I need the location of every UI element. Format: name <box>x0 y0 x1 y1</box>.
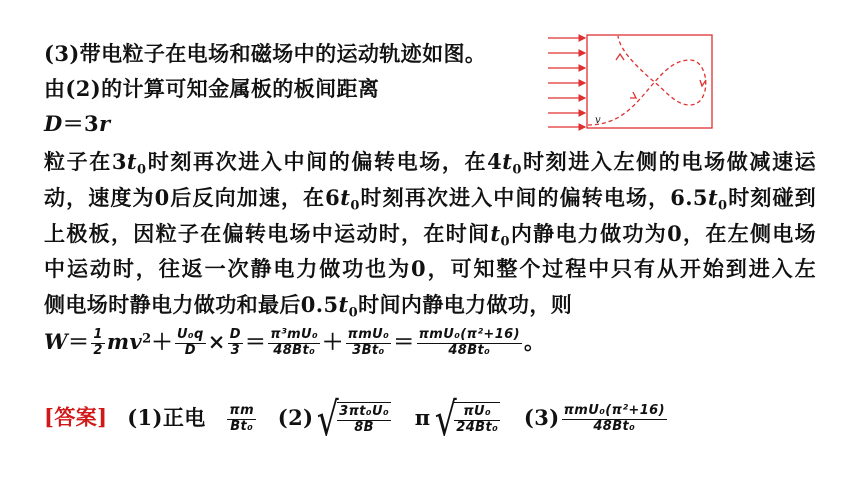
num: 1 <box>93 327 103 343</box>
sup-2: 2 <box>142 331 152 347</box>
seg: 粒子在3 <box>44 149 127 174</box>
num: 3πt₀U₀ <box>339 404 390 420</box>
answer-label: [答案] <box>44 404 108 430</box>
answer-3-sqrt <box>431 392 503 446</box>
answer-2: (2) <box>277 404 314 430</box>
den: 24Bt₀ <box>456 420 499 435</box>
num: U₀q <box>176 327 204 343</box>
seg: 动，速度为0后反向加速，在6 <box>44 185 341 210</box>
trajectory-diagram <box>540 30 745 135</box>
var-t: t <box>502 149 513 174</box>
text-line-4 <box>44 146 816 176</box>
seg: 内静电力做功为0，在左侧电场 <box>509 221 816 246</box>
times: × <box>207 329 226 354</box>
sub-0: 0 <box>137 162 147 178</box>
seg: 时刻进入左侧的电场做减速运 <box>521 149 816 174</box>
den: 3Bt₀ <box>352 343 385 358</box>
den: 8B <box>354 420 374 435</box>
radical-sign: √ <box>317 392 340 446</box>
text-line-6 <box>44 218 816 248</box>
text-line-1: (3)带电粒子在电场和磁场中的运动轨迹如图。 <box>44 41 487 66</box>
period: 。 <box>523 329 546 354</box>
seg: 时间内静电力做功，则 <box>358 292 573 317</box>
num: πU₀ <box>454 405 500 421</box>
answer-2-sqrt <box>313 392 393 446</box>
trajectory-path <box>588 36 706 125</box>
var-D: D <box>44 111 63 136</box>
num: π³mU₀ <box>270 327 319 343</box>
seg: 上极板，因粒子在偏转电场中运动时，在时间 <box>44 221 491 246</box>
field-region <box>587 35 712 128</box>
text-line-3 <box>44 108 111 138</box>
plus: ＋ <box>151 329 173 354</box>
text-line-8 <box>44 289 572 319</box>
answer-1: (1)正电 <box>127 404 206 430</box>
direction-arrow <box>700 80 706 86</box>
work-formula <box>44 326 545 359</box>
equals: ＝ <box>393 329 415 354</box>
answer-2-fraction <box>337 402 391 436</box>
den: 48Bt₀ <box>448 343 491 358</box>
den: 48Bt₀ <box>593 418 636 434</box>
den: Bt₀ <box>230 418 254 434</box>
answer-3b-fraction <box>562 404 667 435</box>
sub-0: 0 <box>512 162 522 178</box>
var-W: W <box>44 329 68 354</box>
num: πmU₀ <box>347 327 390 343</box>
fraction-result <box>417 328 522 359</box>
num: πm <box>229 402 255 418</box>
sub-0: 0 <box>348 305 359 321</box>
den: 48Bt₀ <box>273 343 316 358</box>
sub-0: 0 <box>350 198 360 214</box>
num: πmU₀(π²+16) <box>418 327 520 343</box>
fraction-half <box>91 328 104 359</box>
radical-sign: √ <box>434 392 457 446</box>
den: 2 <box>93 343 103 358</box>
fraction-d-3 <box>228 328 243 359</box>
velocity-label: v <box>595 115 601 126</box>
fraction-term-1 <box>268 328 320 359</box>
sub-0: 0 <box>500 234 510 250</box>
direction-arrow <box>616 54 624 60</box>
plus: ＋ <box>322 329 344 354</box>
den: D <box>184 343 196 358</box>
text-line-5 <box>44 182 816 212</box>
fraction-u0q-d <box>175 328 206 359</box>
fraction-term-2 <box>346 328 392 359</box>
answer-1-fraction <box>227 404 256 435</box>
pi: π <box>414 404 431 430</box>
answer-3-fraction <box>454 402 500 436</box>
equals: ＝ <box>67 329 90 354</box>
num: D <box>229 327 241 343</box>
answer-3: (3) <box>523 404 560 430</box>
var-t: t <box>126 149 138 174</box>
var-mv: mv <box>106 329 143 354</box>
den: 3 <box>230 343 241 358</box>
answer-line <box>44 392 669 446</box>
seg: 时刻再次进入中间的偏转电场，在4 <box>146 149 503 174</box>
text-line-7: 中运动时，往返一次静电力做功也为0，可知整个过程中只有从开始到进入左 <box>44 256 816 281</box>
seg: 时刻碰到 <box>727 185 816 210</box>
seg: 时刻再次进入中间的偏转电场，6.5 <box>359 185 708 210</box>
text-line-2: 由(2)的计算可知金属板的板间距离 <box>44 76 380 101</box>
seg: 侧电场时静电力做功和最后0.5 <box>44 292 339 317</box>
var-t: t <box>338 292 349 317</box>
equals: ＝ <box>244 329 267 354</box>
eq-3: ＝3 <box>62 111 100 136</box>
var-r: r <box>99 111 111 136</box>
num: πmU₀(π²+16) <box>563 402 665 418</box>
var-t: t <box>490 221 501 246</box>
var-t: t <box>707 185 719 210</box>
var-t: t <box>340 185 351 210</box>
sub-0: 0 <box>718 198 728 214</box>
direction-arrow <box>630 92 636 98</box>
